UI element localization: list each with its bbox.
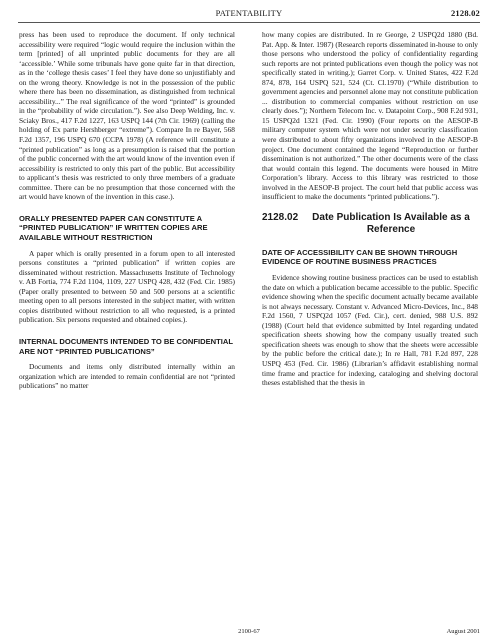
- right-column: [262, 30, 478, 394]
- footer-date: August 2001: [446, 628, 480, 635]
- left-paragraph-2: A paper which is orally presented in a forum open to all interested persons constitutes a “printed publication” if written copies are disseminated without restriction. Massachusetts Institute of Technology v. AB Fortia, 774 F.2d 1104, 1109, 227 USPQ 428, 432 (Fed. Cir. 1985) (Paper orally presented to between 50 and 500 persons at a scientific meeting open to all persons interested in the subject matter, with written copies distributed without restriction to all who requested, is a printed publication. Six persons requested and obtained copies.).: [19, 248, 235, 325]
- subheading-internal-documents: INTERNAL DOCUMENTS INTENDED TO BE CONFIDENTIAL ARE NOT “PRINTED PUBLICATIONS”: [19, 337, 233, 356]
- running-header: [18, 6, 480, 23]
- section-heading-number: 2128.02: [262, 211, 299, 223]
- left-column: [19, 30, 235, 397]
- subheading-orally-presented: ORALLY PRESENTED PAPER CAN CONSTITUTE A “PRINTED PUBLICATION” IF WRITTEN COPIES ARE AVAILABLE WITHOUT RESTRICTION: [19, 213, 208, 243]
- footer-page-number: 2100-67: [238, 628, 260, 635]
- right-paragraph-2: Evidence showing routine business practices can be used to establish the date on which a publication became accessible to the public. Specific evidence showing when the specific document actually became available is not always necessary. Constant v. Advanced Micro-Devices, Inc., 848 F.2d 1560, 7 USPQ2d 1057 (Fed. Cir.), cert. denied, 988 U.S. 892 (1988) (Court held that evidence submitted by Intel regarding undated specification sheets showing how the company usually treated such specification sheets was enough to show that the sheets were accessible by the public before the critical date.); In re Hall, 781 F.2d 897, 228 USPQ 453 (Fed. Cir. 1986) (Librarian’s affidavit establishing normal time frame and practice for indexing, cataloging and shelving doctoral theses established that the thesis in: [262, 273, 478, 388]
- subheading-date-of-accessibility: DATE OF ACCESSIBILITY CAN BE SHOWN THROUGH EVIDENCE OF ROUTINE BUSINESS PRACTICES: [262, 247, 458, 267]
- page-footer: [18, 628, 480, 638]
- section-heading: [262, 212, 478, 236]
- left-paragraph-1: press has been used to reproduce the document. If only technical accessibility were required “logic would require the inclusion within the term [printed] of all unprinted public documents for they are all ‘accessible.’ While some tribunals have gone quite far in that direction, as in the ‘college thesis cases’ I feel they have done so unjustifiably and on the wrong theory. Knowledge is not in the possession of the public where there has been no dissemination, as distinguished from technical accessibility...” The real significance of the word “printed” is grounded in the “probability of wide circulation.”). See also Deep Welding, Inc. v. Sciaky Bros., 417 F.2d 1227, 163 USPQ 144 (7th Cir. 1969) (calling the holding of Ex parte Hershberger “extreme”). Compare In re Bayer, 568 F.2d 1357, 196 USPQ 670 (CCPA 1978) (A reference will constitute a “printed publication” as long as a presumption is raised that the portion of the public concerned with the art would know of the invention even if accessibility is restricted to only this part of the public. But accessibility to applicant’s thesis was restricted to only three members of a graduate committee. There can be no presumption that those concerned with the art would have known of the invention in this case.).: [19, 30, 235, 202]
- section-heading-title: Date Publication Is Available as a Reference: [312, 211, 470, 235]
- header-section-number: 2128.02: [450, 8, 480, 18]
- header-title: PATENTABILITY: [215, 8, 283, 18]
- right-paragraph-1: how many copies are distributed. In re George, 2 USPQ2d 1880 (Bd. Pat. App. & Inter. 1987) (Research reports disseminated in-house to only those persons who understood the policy of confidentiality regarding such reports are not printed publications even though the policy was not specifically stated in writing.); Garret Corp. v. United States, 422 F.2d 874, 878, 164 USPQ 521, 524 (Ct. Cl.1970) (“While distribution to government agencies and personnel alone may not constitute publication ... distribution to commercial companies without restriction on use clearly does.”); Northern Telecom Inc. v. Datapoint Corp., 908 F.2d 931, 15 USPQ2d 1321 (Fed. Cir. 1990) (Four reports on the AESOP-B military computer system which were not under security classification were distributed to about fifty organizations involved in the AESOP-B project. One document contained the legend “Reproduction or further dissemination is not authorized.” The other documents were of the class that would contain this legend. The documents were housed in Mitre Corporation’s library. Access to this library was restricted to those involved in the AESOP-B project. The court held that public access was insufficient to make the documents “printed publications.”).: [262, 30, 478, 202]
- left-paragraph-3: Documents and items only distributed internally within an organization which are intended to remain confidential are not “printed publications” no matter: [19, 362, 235, 391]
